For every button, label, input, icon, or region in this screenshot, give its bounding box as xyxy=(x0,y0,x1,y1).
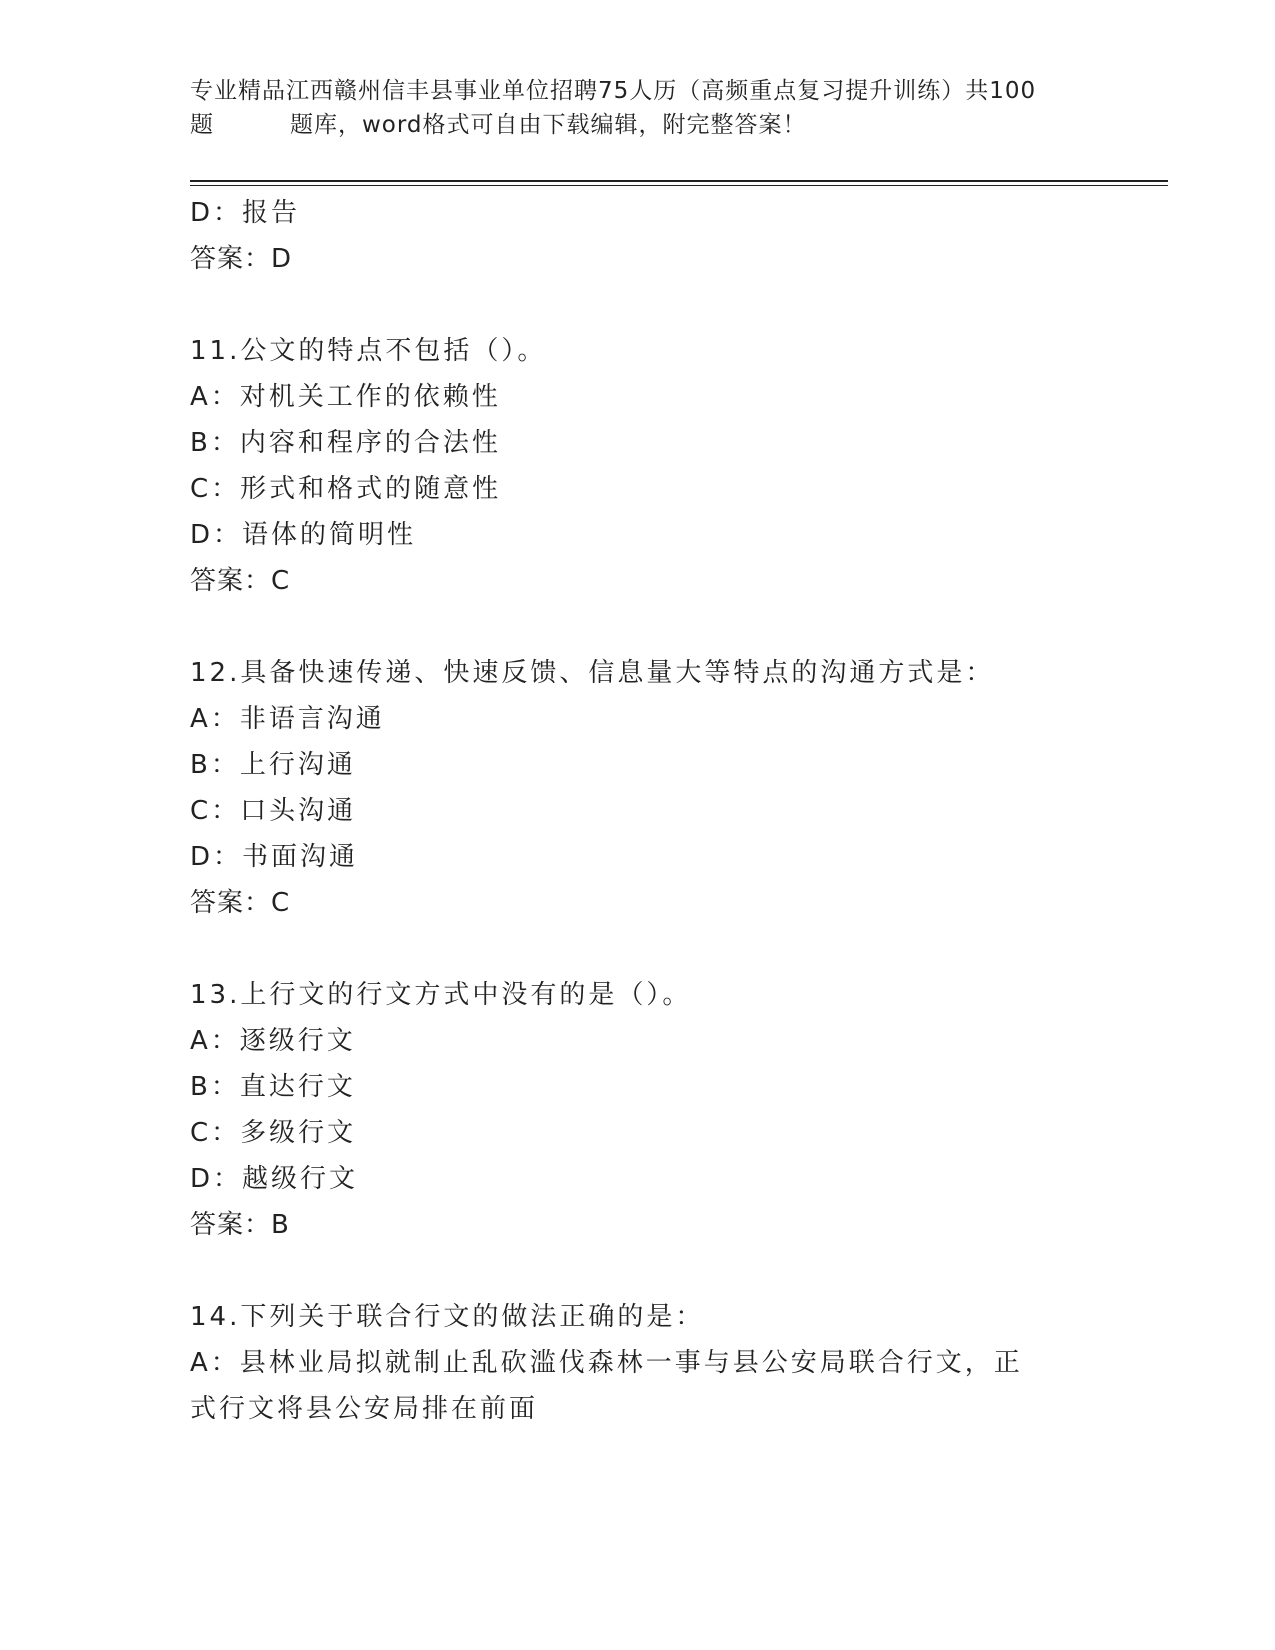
option-d: D：语体的简明性 xyxy=(190,520,417,550)
document-header xyxy=(190,74,1090,142)
prev-option-d: D：报告 xyxy=(190,198,301,228)
header-title-line1: 专业精品江西赣州信丰县事业单位招聘75人历（高频重点复习提升训练）共100 xyxy=(190,78,1037,104)
header-divider-thick xyxy=(190,180,1168,182)
option-d: D：书面沟通 xyxy=(190,842,359,872)
option-c: C：口头沟通 xyxy=(190,796,357,826)
question-14 xyxy=(190,1294,1090,1432)
question-12 xyxy=(190,650,1090,926)
header-title-line2 xyxy=(190,108,1090,142)
header-title-line2-left: 题 xyxy=(190,112,214,138)
header-title-line2-right: 题库，word格式可自由下载编辑，附完整答案！ xyxy=(290,112,807,138)
option-a: A：逐级行文 xyxy=(190,1026,356,1056)
question-stem: 11.公文的特点不包括（）。 xyxy=(190,336,547,366)
option-d: D：越级行文 xyxy=(190,1164,359,1194)
prev-answer: 答案：D xyxy=(190,244,293,274)
option-a: A：对机关工作的依赖性 xyxy=(190,382,501,412)
option-c: C：多级行文 xyxy=(190,1118,357,1148)
option-a: A：非语言沟通 xyxy=(190,704,385,734)
document-body xyxy=(190,190,1090,1432)
question-stem: 14.下列关于联合行文的做法正确的是： xyxy=(190,1302,705,1332)
question-stem: 12.具备快速传递、快速反馈、信息量大等特点的沟通方式是： xyxy=(190,658,995,688)
question-13 xyxy=(190,972,1090,1248)
option-b: B：直达行文 xyxy=(190,1072,356,1102)
question-answer: 答案：B xyxy=(190,1210,290,1240)
option-b: B：上行沟通 xyxy=(190,750,356,780)
header-divider-thin xyxy=(190,185,1168,186)
option-b: B：内容和程序的合法性 xyxy=(190,428,501,458)
question-11 xyxy=(190,328,1090,604)
option-c: C：形式和格式的随意性 xyxy=(190,474,502,504)
question-answer: 答案：C xyxy=(190,566,291,596)
option-a: A：县林业局拟就制止乱砍滥伐森林一事与县公安局联合行文，正式行文将县公安局排在前面 xyxy=(190,1348,1023,1424)
question-answer: 答案：C xyxy=(190,888,291,918)
question-stem: 13.上行文的行文方式中没有的是（）。 xyxy=(190,980,692,1010)
